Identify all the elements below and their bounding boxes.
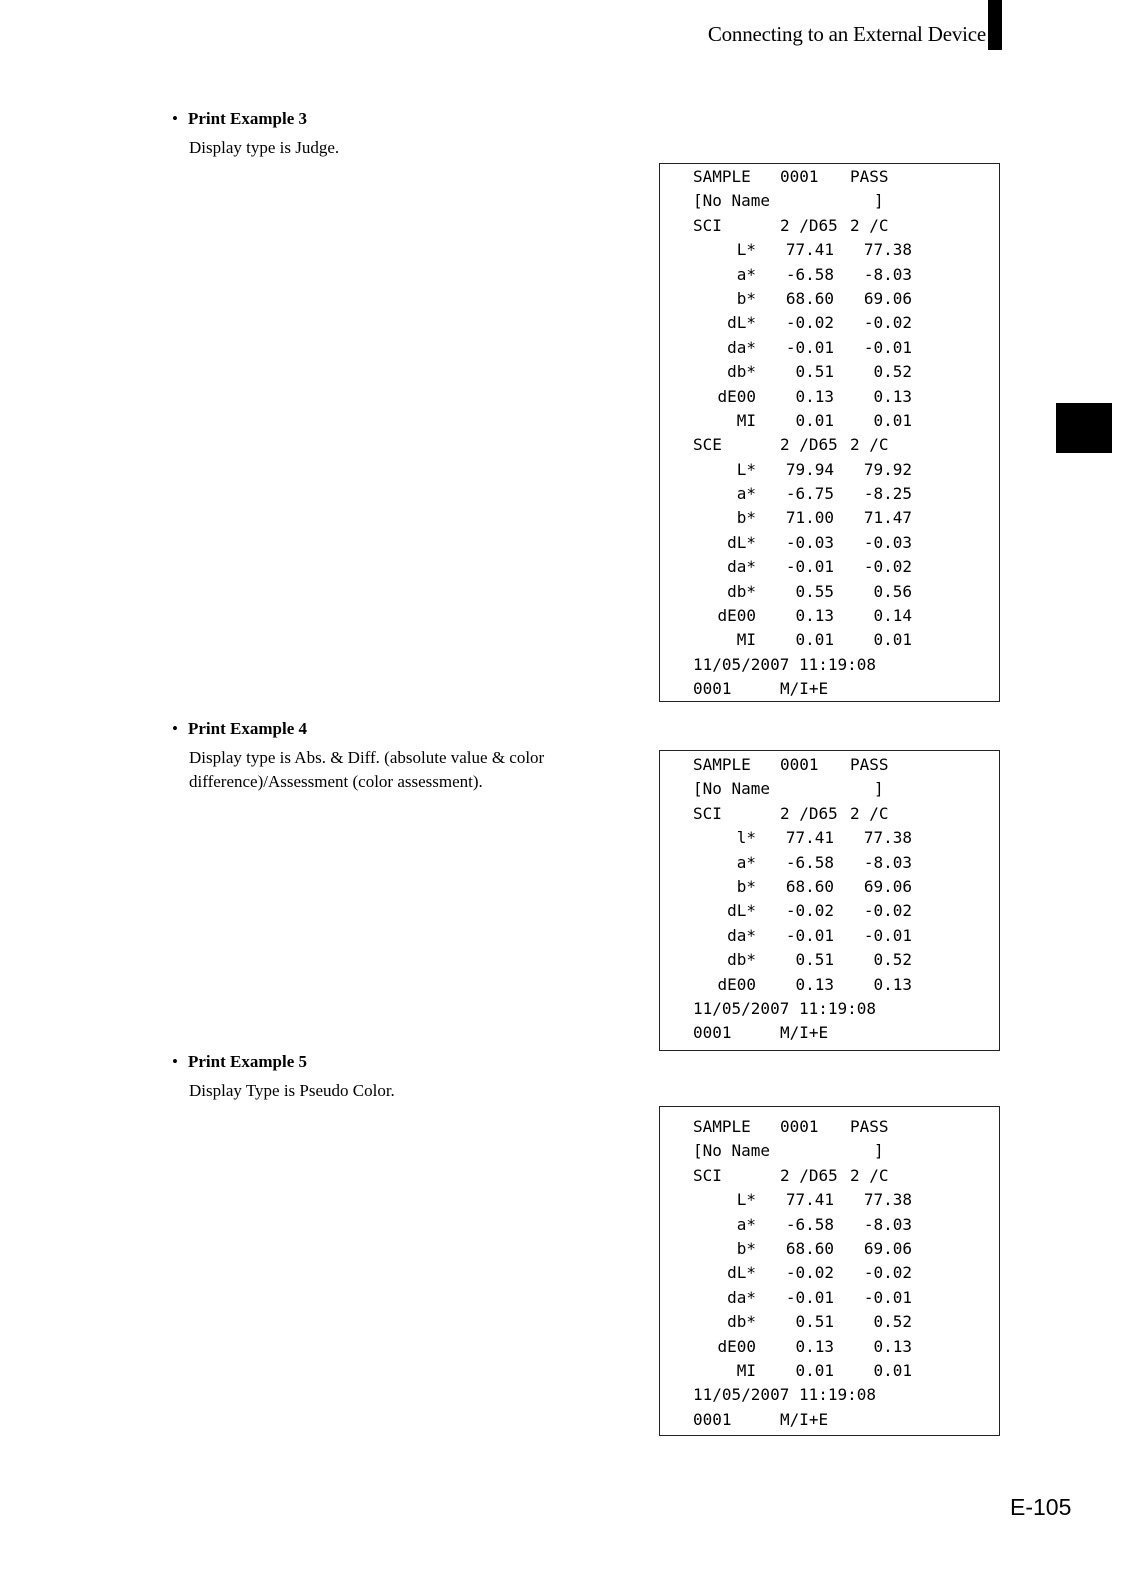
observer-illuminant-1: 2 /D65 — [780, 435, 838, 455]
observer-illuminant-2: 2 /C — [850, 803, 889, 823]
value-label: b* — [736, 1238, 756, 1258]
value-col-1: -0.02 — [785, 1263, 834, 1283]
printout-footer-line — [660, 1021, 999, 1045]
value-col-2: -0.02 — [863, 557, 912, 577]
value-col-2: 79.92 — [863, 459, 912, 479]
sample-name-bracket: ] — [874, 779, 884, 799]
value-col-1: 0.13 — [795, 1336, 834, 1356]
value-label: db* — [727, 950, 756, 970]
value-label: da* — [727, 925, 756, 945]
observer-illuminant-1: 2 /D65 — [780, 1165, 838, 1185]
value-col-2: -8.03 — [863, 264, 912, 284]
value-col-1: 71.00 — [785, 508, 834, 528]
value-col-2: 77.38 — [863, 240, 912, 260]
value-label: a* — [736, 484, 756, 504]
section-heading: • Print Example 4 — [172, 719, 307, 738]
value-col-1: 0.01 — [795, 410, 834, 430]
value-label: dL* — [727, 532, 756, 552]
printout-value-row — [660, 1335, 999, 1359]
value-label: dE00 — [717, 606, 756, 626]
sample-name: [No Name — [693, 191, 771, 211]
observer-illuminant-2: 2 /C — [850, 1165, 889, 1185]
printout-value-row — [660, 531, 999, 555]
printout-value-row — [660, 973, 999, 997]
printout-sample-line — [660, 753, 999, 777]
value-col-1: -0.01 — [785, 1287, 834, 1307]
value-col-1: -0.01 — [785, 557, 834, 577]
sample-name: [No Name — [693, 1141, 771, 1161]
printout-value-row — [660, 628, 999, 652]
value-label: L* — [736, 459, 756, 479]
printout-value-row — [660, 482, 999, 506]
printout-value-row — [660, 360, 999, 384]
printout-value-row — [660, 948, 999, 972]
measurement-mode: SCE — [693, 435, 722, 455]
value-label: b* — [736, 508, 756, 528]
value-col-2: 0.13 — [873, 1336, 912, 1356]
value-col-1: -0.01 — [785, 337, 834, 357]
value-col-1: 0.01 — [795, 1360, 834, 1380]
footer-number: 0001 — [693, 679, 732, 699]
printout-value-row — [660, 1310, 999, 1334]
footer-number: 0001 — [693, 1023, 732, 1043]
section-heading: • Print Example 3 — [172, 109, 307, 128]
value-label: da* — [727, 1287, 756, 1307]
observer-illuminant-1: 2 /D65 — [780, 215, 838, 235]
print-example-5-text — [172, 1051, 612, 1103]
printout-name-line — [660, 777, 999, 801]
value-col-2: -8.03 — [863, 1214, 912, 1234]
section-description: Display Type is Pseudo Color. — [189, 1081, 395, 1100]
sample-label: SAMPLE — [693, 755, 751, 774]
printout-mode-line — [660, 433, 999, 457]
value-col-2: -0.02 — [863, 901, 912, 921]
print-example-3-text — [172, 108, 612, 160]
value-col-1: 0.01 — [795, 630, 834, 650]
printout-datetime-line — [660, 1383, 999, 1407]
value-label: db* — [727, 1312, 756, 1332]
printout-value-row — [660, 604, 999, 628]
printout-datetime-line — [660, 653, 999, 677]
value-col-1: 79.94 — [785, 459, 834, 479]
sample-label: SAMPLE — [693, 167, 751, 186]
value-col-1: 68.60 — [785, 1238, 834, 1258]
footer-mode: M/I+E — [780, 1409, 829, 1429]
value-col-1: -6.58 — [785, 1214, 834, 1234]
printout-sample-line — [660, 165, 999, 189]
printout-value-row — [660, 924, 999, 948]
value-col-2: 0.01 — [873, 1360, 912, 1380]
value-label: dL* — [727, 901, 756, 921]
section-description: Display type is Judge. — [189, 138, 340, 157]
printout-mode-line — [660, 1164, 999, 1188]
value-col-1: 0.51 — [795, 362, 834, 382]
value-col-2: 69.06 — [863, 876, 912, 896]
printout-value-row — [660, 1286, 999, 1310]
value-col-1: -6.58 — [785, 264, 834, 284]
value-label: dL* — [727, 313, 756, 333]
print-example-4-printout — [659, 750, 1000, 1051]
running-header-title: Connecting to an External Device — [707, 22, 986, 46]
footer-number: 0001 — [693, 1409, 732, 1429]
footer-mode: M/I+E — [780, 679, 829, 699]
printout-value-row — [660, 875, 999, 899]
printout-value-row — [660, 851, 999, 875]
printout-value-row — [660, 555, 999, 579]
value-col-2: 0.01 — [873, 630, 912, 650]
value-label: l* — [736, 828, 756, 848]
value-col-1: -0.02 — [785, 313, 834, 333]
printout-value-row — [660, 287, 999, 311]
measurement-datetime: 11/05/2007 11:19:08 — [693, 998, 877, 1018]
printout-value-row — [660, 336, 999, 360]
sample-name-bracket: ] — [874, 1141, 884, 1161]
value-label: a* — [736, 264, 756, 284]
value-label: dE00 — [717, 386, 756, 406]
printout-value-row — [660, 311, 999, 335]
value-label: dE00 — [717, 1336, 756, 1356]
value-col-1: 68.60 — [785, 876, 834, 896]
value-col-1: -6.58 — [785, 852, 834, 872]
section-heading: • Print Example 5 — [172, 1052, 307, 1071]
chapter-thumb-tab — [1056, 403, 1112, 453]
printout-value-row — [660, 238, 999, 262]
header-marker-bar — [988, 0, 1002, 50]
print-example-3-printout — [659, 163, 1000, 702]
value-col-1: -0.01 — [785, 925, 834, 945]
value-col-2: 0.56 — [873, 581, 912, 601]
value-col-1: 77.41 — [785, 828, 834, 848]
value-label: da* — [727, 557, 756, 577]
measurement-datetime: 11/05/2007 11:19:08 — [693, 1385, 877, 1405]
value-col-2: 77.38 — [863, 828, 912, 848]
footer-mode: M/I+E — [780, 1023, 829, 1043]
value-col-1: 77.41 — [785, 240, 834, 260]
print-example-4-text — [172, 718, 612, 794]
value-col-1: 68.60 — [785, 288, 834, 308]
page-number: E-105 — [1010, 1494, 1072, 1520]
value-col-2: -0.01 — [863, 337, 912, 357]
printout-value-row — [660, 385, 999, 409]
judge-status: PASS — [850, 1117, 889, 1136]
judge-status: PASS — [850, 167, 889, 186]
printout-footer-line — [660, 677, 999, 701]
printout-datetime-line — [660, 997, 999, 1021]
sample-name: [No Name — [693, 779, 771, 799]
printout-value-row — [660, 1237, 999, 1261]
value-col-1: 77.41 — [785, 1190, 834, 1210]
sample-name-bracket: ] — [874, 191, 884, 211]
value-col-2: -0.02 — [863, 1263, 912, 1283]
value-label: db* — [727, 362, 756, 382]
value-col-2: 0.52 — [873, 1312, 912, 1332]
measurement-mode: SCI — [693, 803, 722, 823]
value-label: a* — [736, 1214, 756, 1234]
value-label: MI — [736, 630, 756, 650]
value-col-1: 0.13 — [795, 606, 834, 626]
value-label: dE00 — [717, 974, 756, 994]
value-col-2: 0.01 — [873, 410, 912, 430]
value-col-2: -0.01 — [863, 1287, 912, 1307]
printout-value-row — [660, 1188, 999, 1212]
sample-number: 0001 — [780, 755, 819, 774]
judge-status: PASS — [850, 755, 889, 774]
value-col-1: 0.13 — [795, 386, 834, 406]
value-col-2: -8.25 — [863, 484, 912, 504]
printout-name-line — [660, 1139, 999, 1163]
printout-value-row — [660, 899, 999, 923]
value-col-1: -0.02 — [785, 901, 834, 921]
measurement-mode: SCI — [693, 215, 722, 235]
printout-mode-line — [660, 802, 999, 826]
value-label: b* — [736, 288, 756, 308]
value-col-2: -0.03 — [863, 532, 912, 552]
printout-value-row — [660, 409, 999, 433]
value-col-2: 0.52 — [873, 362, 912, 382]
printout-value-row — [660, 1213, 999, 1237]
printout-value-row — [660, 826, 999, 850]
sample-number: 0001 — [780, 167, 819, 186]
measurement-datetime: 11/05/2007 11:19:08 — [693, 654, 877, 674]
printout-name-line — [660, 189, 999, 213]
value-col-1: 0.13 — [795, 974, 834, 994]
observer-illuminant-2: 2 /C — [850, 215, 889, 235]
value-label: L* — [736, 1190, 756, 1210]
value-col-2: 77.38 — [863, 1190, 912, 1210]
measurement-mode: SCI — [693, 1165, 722, 1185]
value-col-2: 0.14 — [873, 606, 912, 626]
printout-value-row — [660, 1359, 999, 1383]
value-col-2: 71.47 — [863, 508, 912, 528]
value-label: da* — [727, 337, 756, 357]
value-col-2: -0.01 — [863, 925, 912, 945]
printout-value-row — [660, 263, 999, 287]
sample-number: 0001 — [780, 1117, 819, 1136]
value-col-2: -0.02 — [863, 313, 912, 333]
observer-illuminant-1: 2 /D65 — [780, 803, 838, 823]
sample-label: SAMPLE — [693, 1117, 751, 1136]
printout-value-row — [660, 580, 999, 604]
section-description: Display type is Abs. & Diff. (absolute value & color difference)/Assessment (color assessment). — [189, 748, 545, 791]
printout-sample-line — [660, 1115, 999, 1139]
value-label: dL* — [727, 1263, 756, 1283]
value-label: MI — [736, 1360, 756, 1380]
value-label: L* — [736, 240, 756, 260]
value-col-1: 0.51 — [795, 950, 834, 970]
value-col-1: -0.03 — [785, 532, 834, 552]
printout-footer-line — [660, 1408, 999, 1432]
value-col-2: 0.13 — [873, 386, 912, 406]
printout-mode-line — [660, 214, 999, 238]
printout-value-row — [660, 506, 999, 530]
value-col-1: 0.51 — [795, 1312, 834, 1332]
value-col-2: 69.06 — [863, 1238, 912, 1258]
value-col-2: 0.13 — [873, 974, 912, 994]
value-col-2: 0.52 — [873, 950, 912, 970]
value-label: MI — [736, 410, 756, 430]
print-example-5-printout — [659, 1106, 1000, 1436]
value-col-2: -8.03 — [863, 852, 912, 872]
printout-value-row — [660, 1261, 999, 1285]
printout-value-row — [660, 458, 999, 482]
value-label: a* — [736, 852, 756, 872]
value-col-2: 69.06 — [863, 288, 912, 308]
value-label: b* — [736, 876, 756, 896]
value-col-1: 0.55 — [795, 581, 834, 601]
value-col-1: -6.75 — [785, 484, 834, 504]
observer-illuminant-2: 2 /C — [850, 435, 889, 455]
value-label: db* — [727, 581, 756, 601]
